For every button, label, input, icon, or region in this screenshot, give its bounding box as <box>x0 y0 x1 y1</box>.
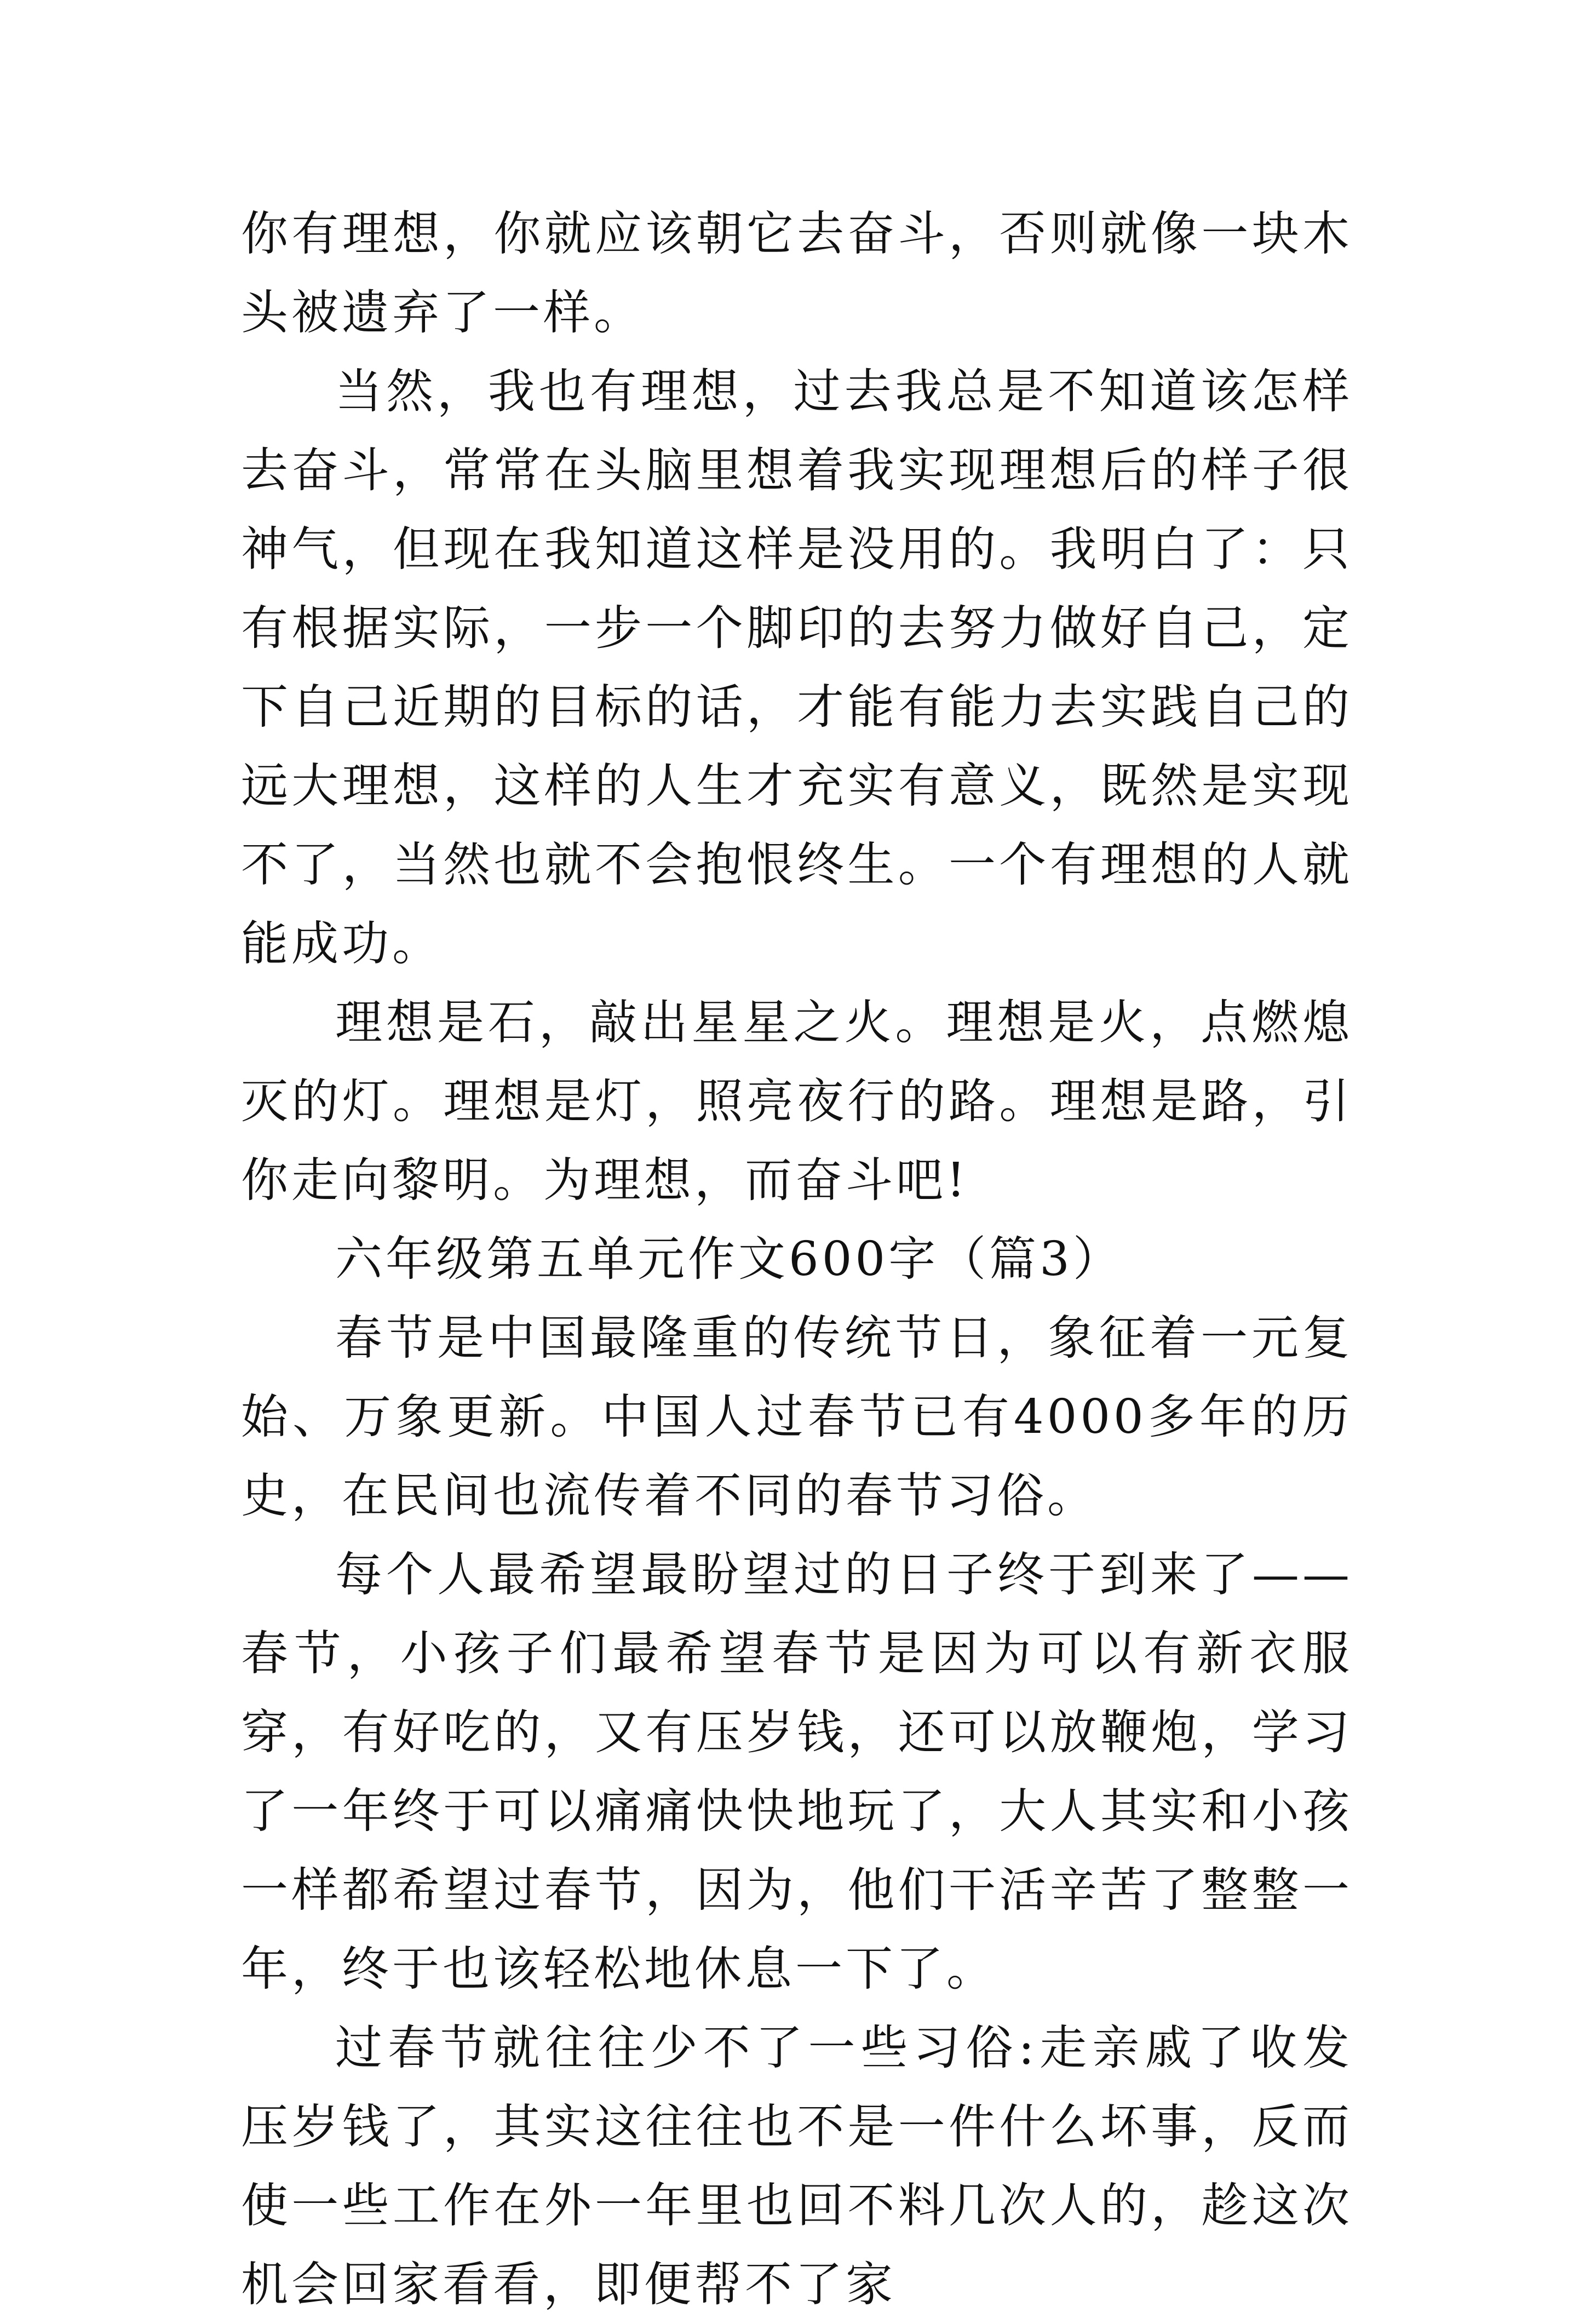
section-heading: 六年级第五单元作文600字（篇3） <box>335 1232 1123 1287</box>
paragraph-3: 理想是石，敲出星星之火。理想是火，点燃熄灭的灯。理想是灯，照亮夜行的路。理想是路，引你走向黎明。为理想，而奋斗吧! <box>241 995 1353 1208</box>
document-body <box>241 194 1353 2324</box>
paragraph-1: 你有理想，你就应该朝它去奋斗，否则就像一块木头被遗弃了一样。 <box>241 206 1353 340</box>
paragraph-2: 当然，我也有理想，过去我总是不知道该怎样去奋斗，常常在头脑里想着我实现理想后的样子很神气，但现在我知道这样是没用的。我明白了：只有根据实际，一步一个脚印的去努力做好自己，定下自己近期的目标的话，才能有能力去实践自己的远大理想，这样的人生才充实有意义，既然是实现不了，当然也就不会抱恨终生。一个有理想的人就能成功。 <box>241 364 1353 971</box>
paragraph-6: 过春节就往往少不了一些习俗:走亲戚了收发压岁钱了，其实这往往也不是一件什么坏事，反而使一些工作在外一年里也回不料几次人的，趁这次机会回家看看，即便帮不了家 <box>241 2021 1353 2312</box>
paragraph-5: 每个人最希望最盼望过的日子终于到来了——春节，小孩子们最希望春节是因为可以有新衣服穿，有好吃的，又有压岁钱，还可以放鞭炮，学习了一年终于可以痛痛快快地玩了，大人其实和小孩一样都希望过春节，因为，他们干活辛苦了整整一年，终于也该轻松地休息一下了。 <box>241 1547 1353 1996</box>
paragraph-4: 春节是中国最隆重的传统节日，象征着一元复始、万象更新。中国人过春节已有4000多年的历史，在民间也流传着不同的春节习俗。 <box>241 1311 1353 1523</box>
